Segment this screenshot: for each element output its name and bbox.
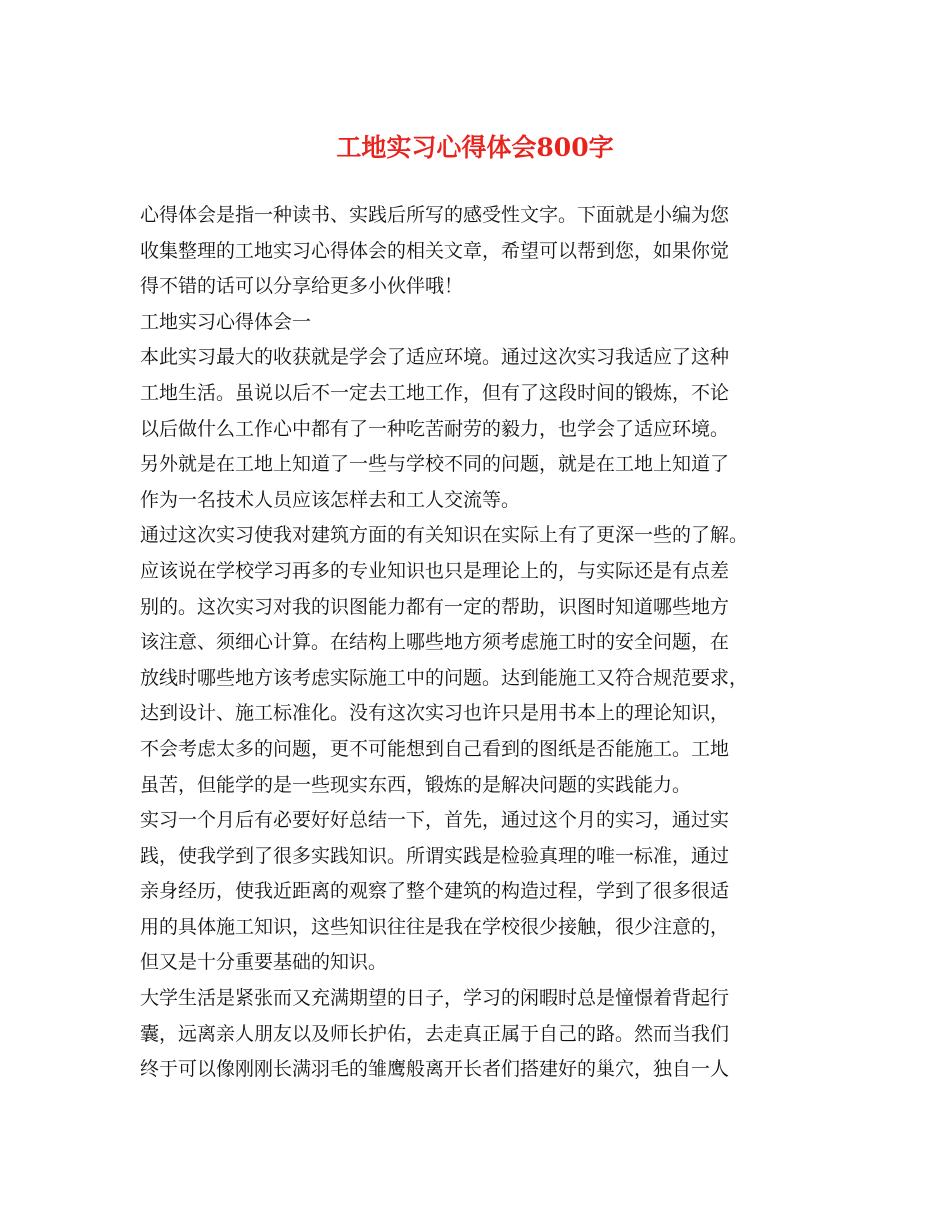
text-line: 作为一名技术人员应该怎样去和工人交流等。 [140,488,521,511]
text-line: 心得体会是指一种读书、实践后所写的感受性文字。下面就是小编为您 [140,204,730,226]
text-line: 应该说在学校学习再多的专业知识也只是理论上的，与实际还是有点差 [140,559,730,582]
document-body [140,198,830,1088]
text-line: 践，使我学到了很多实践知识。所谓实践是检验真理的唯一标准，通过 [140,844,730,867]
text-line: 以后做什么工作心中都有了一种吃苦耐劳的毅力，也学会了适应环境。 [140,417,730,440]
text-line: 别的。这次实习对我的识图能力都有一定的帮助，识图时知道哪些地方 [140,595,730,618]
text-line: 亲身经历，使我近距离的观察了整个建筑的构造过程，学到了很多很适 [140,880,730,903]
text-line: 另外就是在工地上知道了一些与学校不同的问题，就是在工地上知道了 [140,453,730,476]
text-line: 工地生活。虽说以后不一定去工地工作，但有了这段时间的锻炼，不论 [140,381,730,404]
text-line: 用的具体施工知识，这些知识往往是我在学校很少接触，很少注意的， [140,915,730,938]
text-line: 达到设计、施工标准化。没有这次实习也许只是用书本上的理论知识， [140,702,730,725]
section-heading: 工地实习心得体会一 [140,310,312,333]
text-line: 囊，远离亲人朋友以及师长护佑，去走真正属于自己的路。然而当我们 [140,1022,730,1045]
text-line: 收集整理的工地实习心得体会的相关文章，希望可以帮到您，如果你觉 [140,239,730,262]
text-line: 得不错的话可以分享给更多小伙伴哦！ [140,275,464,298]
text-line: 本此实习最大的收获就是学会了适应环境。通过这次实习我适应了这种 [140,346,730,369]
text-line: 大学生活是紧张而又充满期望的日子，学习的闲暇时总是憧憬着背起行 [140,987,730,1010]
document-title: 工地实习心得体会800字 [336,133,614,162]
text-line: 通过这次实习使我对建筑方面的有关知识在实际上有了更深一些的了解。 [140,524,749,547]
text-line: 终于可以像刚刚长满羽毛的雏鹰般离开长者们搭建好的巢穴，独自一人 [140,1058,730,1081]
text-line: 该注意、须细心计算。在结构上哪些地方须考虑施工时的安全问题，在 [140,631,730,654]
text-line: 但又是十分重要基础的知识。 [140,951,388,974]
text-line: 虽苦，但能学的是一些现实东西，锻炼的是解决问题的实践能力。 [140,773,692,796]
text-line: 放线时哪些地方该考虑实际施工中的问题。达到能施工又符合规范要求， [140,666,749,689]
text-line: 实习一个月后有必要好好总结一下，首先，通过这个月的实习，通过实 [140,809,730,832]
text-line: 不会考虑太多的问题，更不可能想到自己看到的图纸是否能施工。工地 [140,737,730,760]
